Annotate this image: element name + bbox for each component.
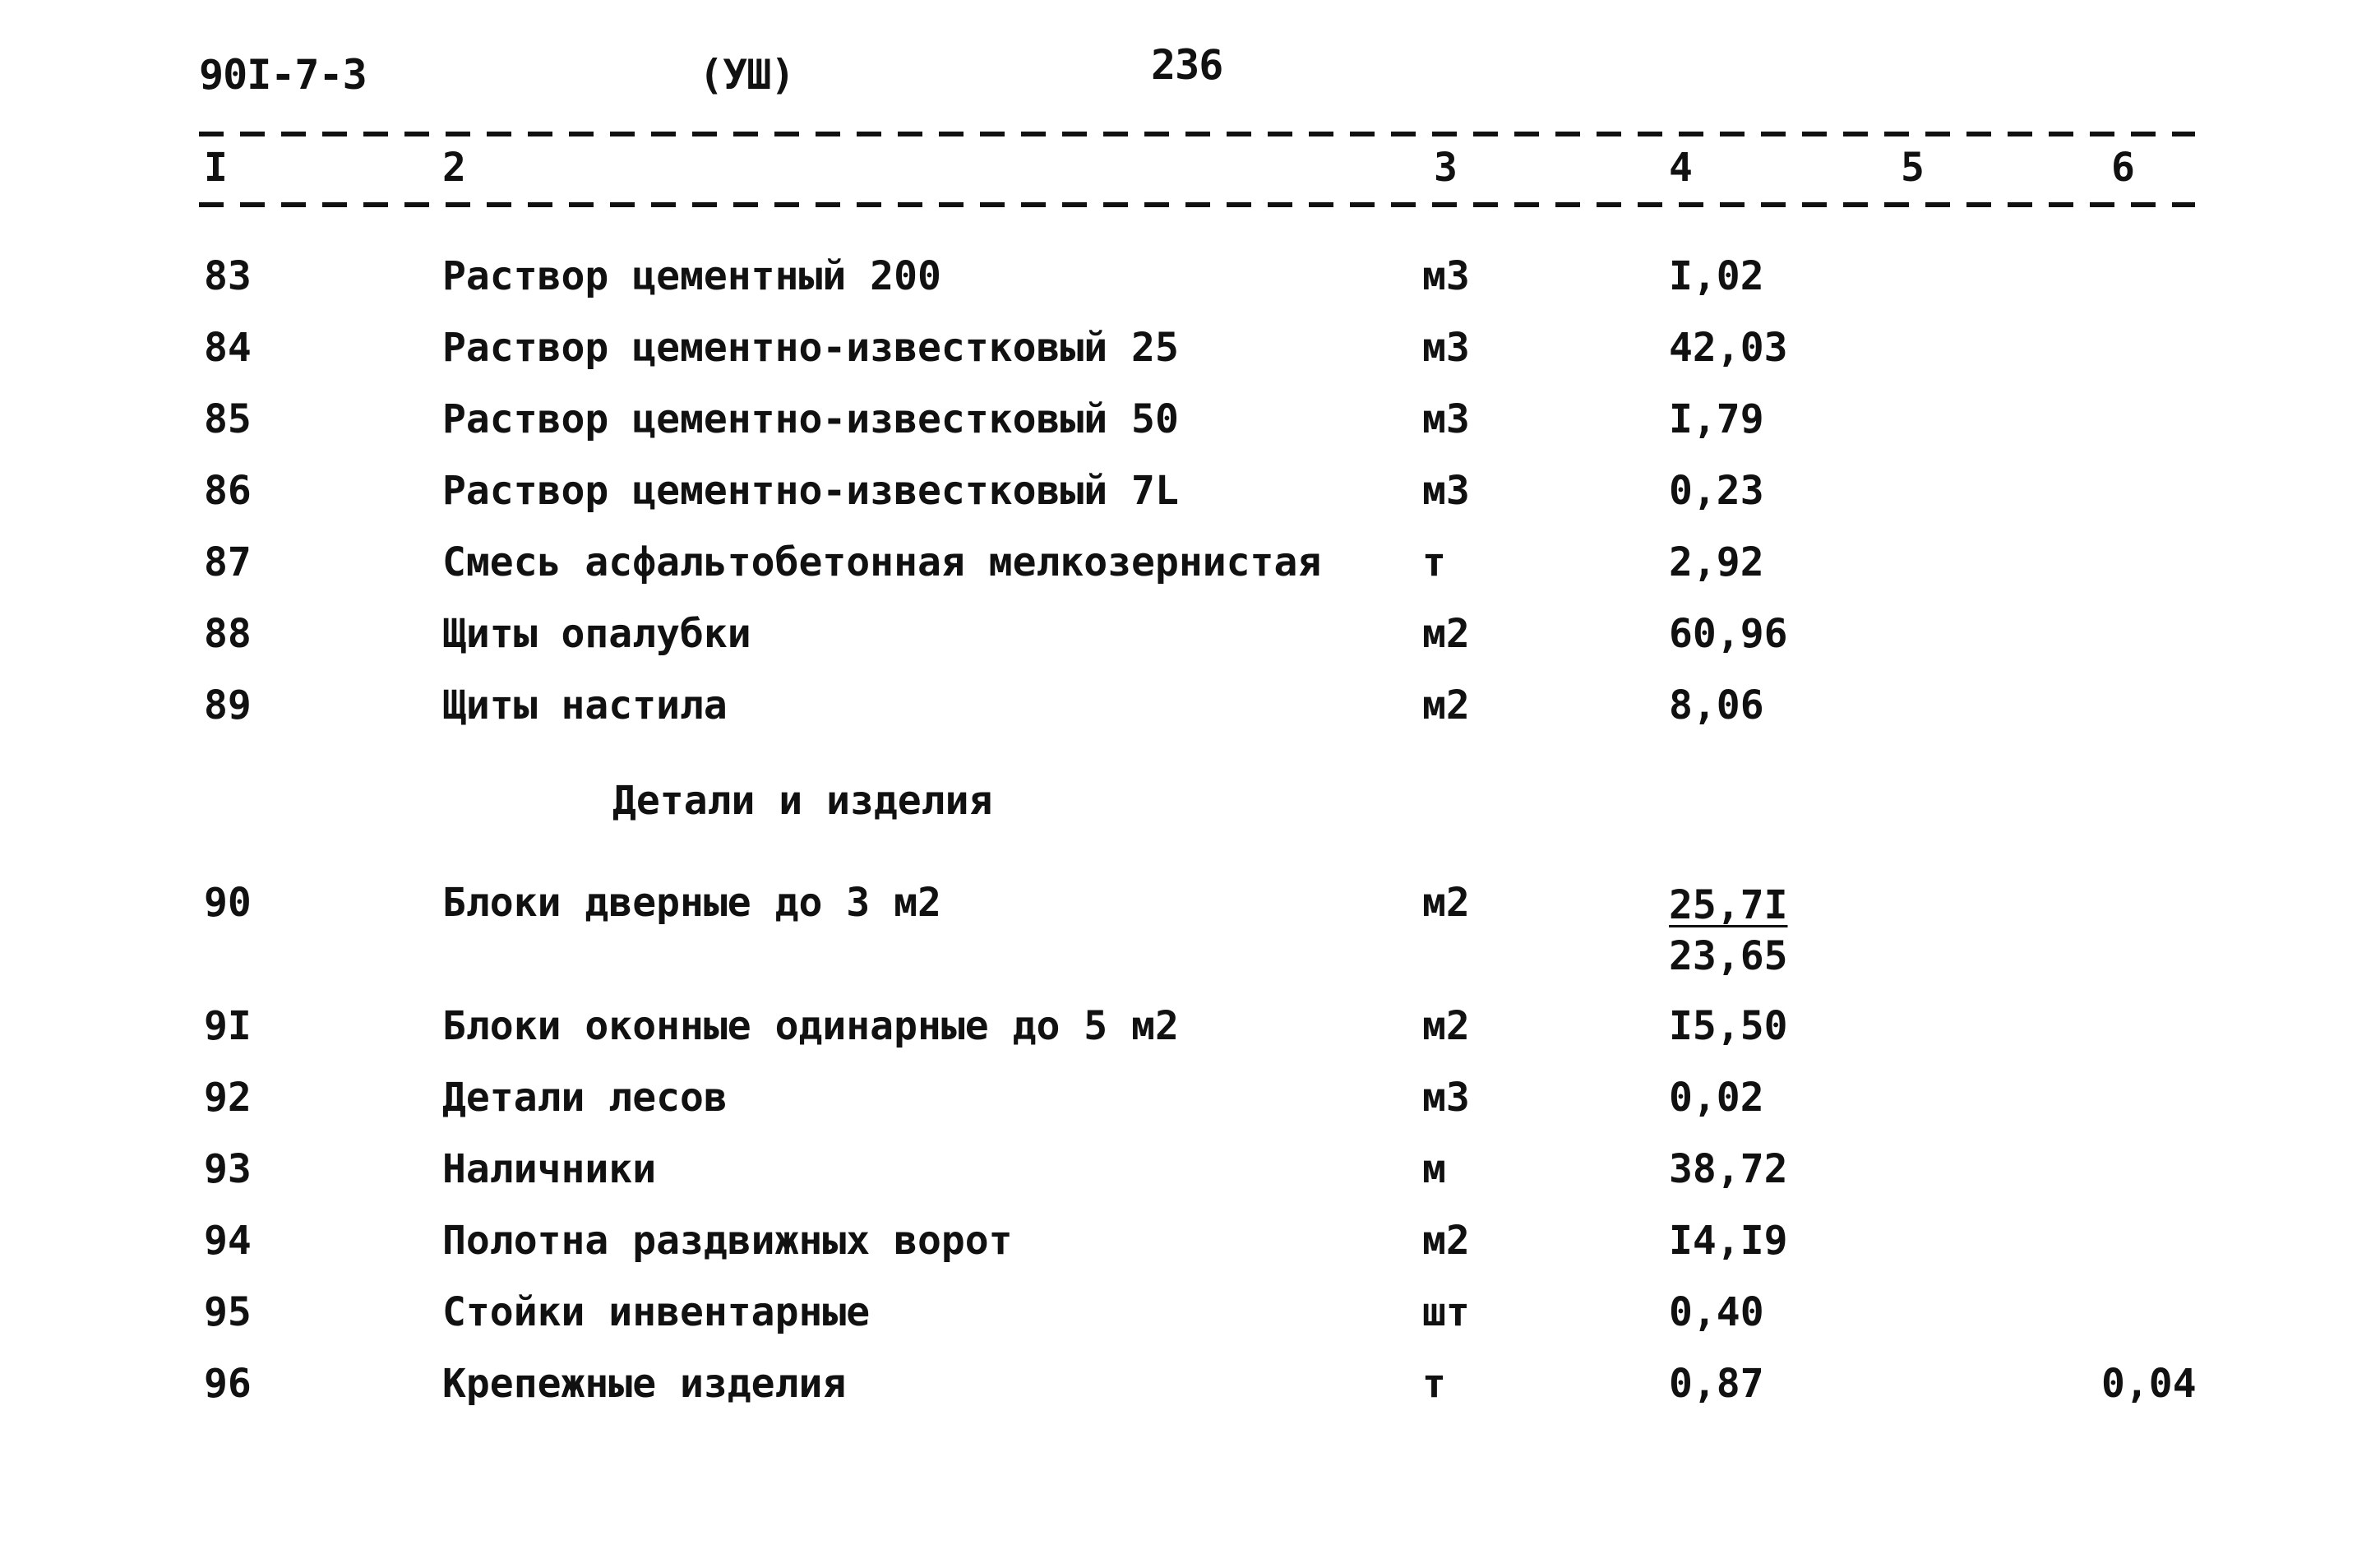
item-name: Раствор цементно-известковый 25 xyxy=(442,325,1179,371)
table-row xyxy=(0,539,2380,592)
column-header-5: 5 xyxy=(1901,145,1925,191)
row-number: 87 xyxy=(204,539,252,585)
table-row xyxy=(0,611,2380,664)
unit: м2 xyxy=(1422,1218,1470,1264)
row-number: 89 xyxy=(204,682,252,728)
row-number: 86 xyxy=(204,468,252,514)
quantity: I5,50 xyxy=(1669,1003,1788,1049)
quantity-numerator: 25,7I xyxy=(1669,882,1788,928)
quantity: 38,72 xyxy=(1669,1146,1788,1192)
table-row xyxy=(0,396,2380,449)
item-name: Стойки инвентарные xyxy=(442,1289,871,1335)
quantity: 0,40 xyxy=(1669,1289,1764,1335)
item-name: Полотна раздвижных ворот xyxy=(442,1218,1013,1264)
unit: м3 xyxy=(1422,396,1470,442)
row-number: 85 xyxy=(204,396,252,442)
unit: м2 xyxy=(1422,611,1470,657)
item-name: Щиты настила xyxy=(442,682,728,728)
quantity: 8,06 xyxy=(1669,682,1764,728)
section-title: Детали и изделия xyxy=(612,778,993,824)
item-name: Блоки оконные одинарные до 5 м2 xyxy=(442,1003,1179,1049)
quantity-fraction xyxy=(1669,880,1788,982)
volume-label: (УШ) xyxy=(699,51,795,99)
quantity-denominator: 23,65 xyxy=(1669,933,1788,979)
quantity: 2,92 xyxy=(1669,539,1764,585)
item-name: Детали лесов xyxy=(442,1075,728,1121)
item-name: Наличники xyxy=(442,1146,657,1192)
row-number: 94 xyxy=(204,1218,252,1264)
header-rule-bottom xyxy=(199,202,2195,207)
unit: м2 xyxy=(1422,1003,1470,1049)
quantity: 0,02 xyxy=(1669,1075,1764,1121)
unit: м3 xyxy=(1422,253,1470,299)
table-row xyxy=(0,682,2380,735)
unit: м2 xyxy=(1422,880,1470,926)
table-row xyxy=(0,1075,2380,1127)
table-row xyxy=(0,880,2380,987)
row-number: 92 xyxy=(204,1075,252,1121)
column-header-3: 3 xyxy=(1434,145,1458,191)
unit: м3 xyxy=(1422,325,1470,371)
item-name: Смесь асфальтобетонная мелкозернистая xyxy=(442,539,1322,585)
unit: м2 xyxy=(1422,682,1470,728)
quantity: 60,96 xyxy=(1669,611,1788,657)
column-header-2: 2 xyxy=(442,145,466,191)
quantity: I4,I9 xyxy=(1669,1218,1788,1264)
document-code: 90I-7-3 xyxy=(199,51,367,99)
row-number: 83 xyxy=(204,253,252,299)
column-header-1: I xyxy=(204,145,228,191)
unit: м3 xyxy=(1422,468,1470,514)
item-name: Крепежные изделия xyxy=(442,1361,847,1407)
header-rule-top xyxy=(199,132,2195,136)
column-header-4: 4 xyxy=(1669,145,1693,191)
row-number: 93 xyxy=(204,1146,252,1192)
table-row xyxy=(0,1361,2380,1413)
table-row xyxy=(0,253,2380,306)
row-number: 95 xyxy=(204,1289,252,1335)
row-number: 88 xyxy=(204,611,252,657)
quantity: 0,87 xyxy=(1669,1361,1764,1407)
table-row xyxy=(0,1003,2380,1056)
item-name: Раствор цементный 200 xyxy=(442,253,941,299)
unit: м3 xyxy=(1422,1075,1470,1121)
table-row xyxy=(0,1146,2380,1199)
item-name: Блоки дверные до 3 м2 xyxy=(442,880,941,926)
row-number: 9I xyxy=(204,1003,252,1049)
table-row xyxy=(0,1218,2380,1270)
column-header-6: 6 xyxy=(2111,145,2135,191)
row-number: 90 xyxy=(204,880,252,926)
quantity: I,79 xyxy=(1669,396,1764,442)
unit: шт xyxy=(1422,1289,1470,1335)
row-number: 84 xyxy=(204,325,252,371)
quantity: I,02 xyxy=(1669,253,1764,299)
column-6-value: 0,04 xyxy=(2101,1361,2197,1407)
item-name: Раствор цементно-известковый 50 xyxy=(442,396,1179,442)
unit: т xyxy=(1422,539,1446,585)
item-name: Щиты опалубки xyxy=(442,611,751,657)
row-number: 96 xyxy=(204,1361,252,1407)
table-row xyxy=(0,468,2380,520)
page-number: 236 xyxy=(1151,41,1223,89)
quantity: 0,23 xyxy=(1669,468,1764,514)
item-name: Раствор цементно-известковый 7L xyxy=(442,468,1179,514)
quantity: 42,03 xyxy=(1669,325,1788,371)
unit: т xyxy=(1422,1361,1446,1407)
table-row xyxy=(0,325,2380,377)
unit: м xyxy=(1422,1146,1446,1192)
table-row xyxy=(0,1289,2380,1342)
